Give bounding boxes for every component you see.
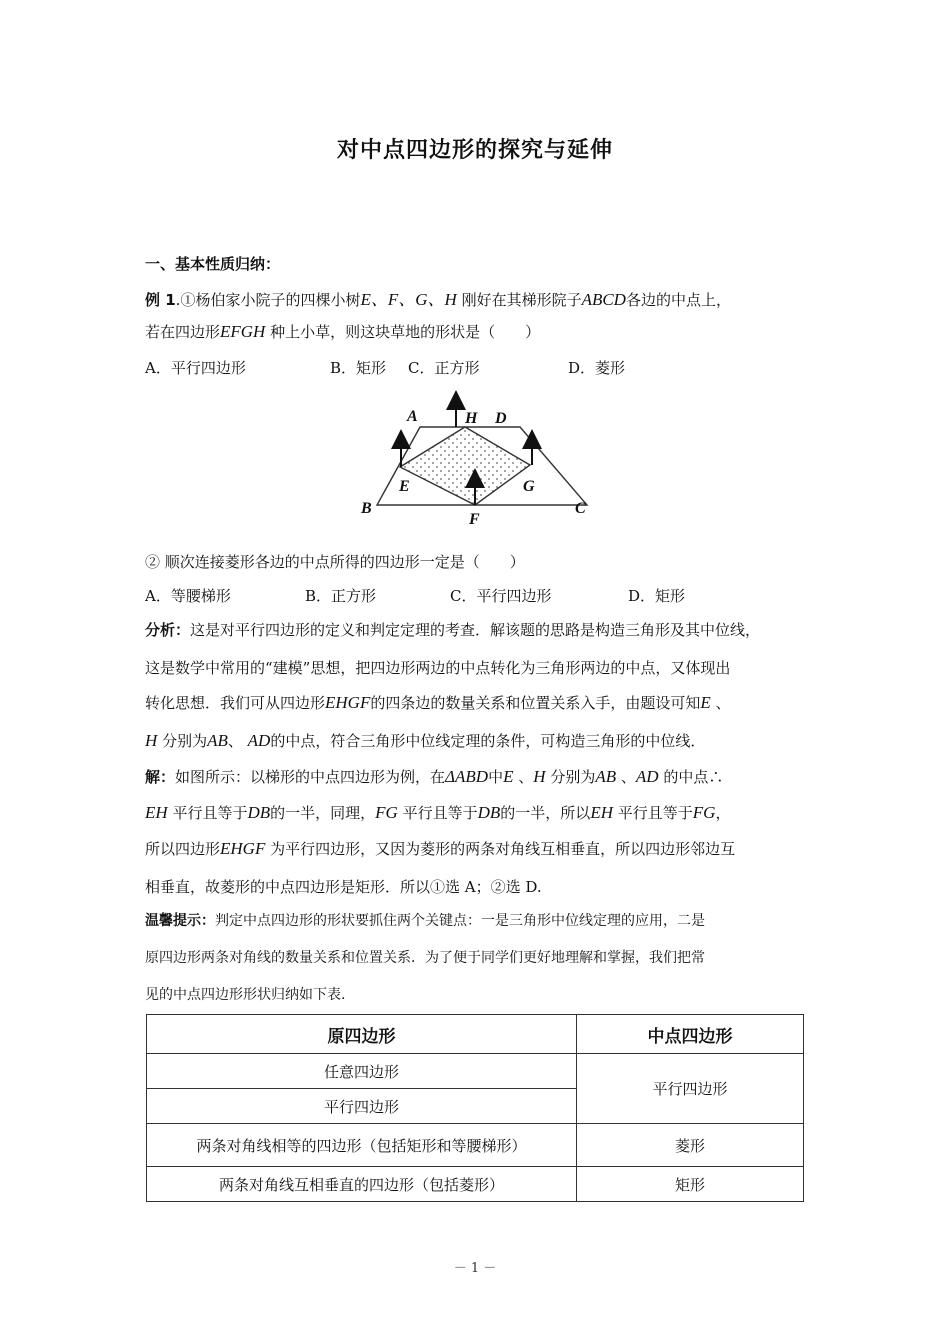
solution-line-1: 解：如图所示：以梯形的中点四边形为例，在ΔABD中E 、H 分别为AB 、AD 的中点∴ [145,767,724,786]
table-cell: 两条对角线互相垂直的四边形（包括菱形） [147,1167,577,1202]
table-header-midpoint: 中点四边形 [577,1015,804,1054]
solution-line-4: 相垂直，故菱形的中点四边形是矩形．所以①选 A；②选 D. [145,878,542,896]
option-a-1: A．平行四边形 [145,359,246,377]
option-b-2: B．正方形 [305,587,377,605]
page-title: 对中点四边形的探究与延伸 [336,138,613,163]
label-d: D [495,410,507,427]
rhombus-efgh [400,427,530,505]
section-heading: 一、基本性质归纳： [145,255,281,273]
option-d-2: D．矩形 [628,587,686,605]
summary-table [146,1014,804,1202]
solution-line-3: 所以四边形EHGF 为平行四边形，又因为菱形的两条对角线互相垂直，所以四边形邻边互 [145,839,736,858]
solution-label: 解： [145,768,176,786]
label-a: A [407,408,418,425]
solution-line-2: EH 平行且等于DB的一半，同理，FG 平行且等于DB的一半，所以EH 平行且等于FG， [145,803,731,822]
label-g: G [523,478,535,495]
label-b: B [361,500,372,517]
analysis-line-4: H 分别为AB、 AD的中点，符合三角形中位线定理的条件，可构造三角形的中位线． [145,731,706,750]
label-h: H [465,410,478,427]
option-c-1: C．正方形 [408,359,480,377]
question-2: ② 顺次连接菱形各边的中点所得的四边形一定是（ ） [145,553,525,571]
option-b-1: B．矩形 [330,359,387,377]
analysis-label: 分析： [145,621,191,639]
table-cell: 平行四边形 [577,1054,804,1124]
table-cell: 任意四边形 [147,1054,577,1089]
tip-line-3: 见的中点四边形形状归纳如下表. [145,987,346,1003]
table-header-original: 原四边形 [147,1015,577,1054]
label-e: E [399,478,410,495]
label-c: C [575,500,586,517]
option-d-1: D．菱形 [568,359,626,377]
option-a-2: A．等腰梯形 [145,587,231,605]
table-cell: 矩形 [577,1167,804,1202]
table-header-row [147,1015,804,1054]
tree-icon [522,429,542,465]
trapezoid-figure [355,385,595,525]
tip-label: 温馨提示： [145,913,215,929]
label-f: F [469,511,480,525]
table-row [147,1124,804,1167]
table-cell: 菱形 [577,1124,804,1167]
table-row [147,1054,804,1089]
analysis-line-2: 这是数学中常用的“建模”思想，把四边形两边的中点转化为三角形两边的中点，又体现出 [145,659,731,677]
analysis-line-3: 转化思想．我们可从四边形EHGF的四条边的数量关系和位置关系入手，由题设可知E 、 [145,693,731,712]
tip-line-1: 温馨提示：判定中点四边形的形状要抓住两个关键点：一是三角形中位线定理的应用，二是 [145,913,705,929]
table-cell: 两条对角线相等的四边形（包括矩形和等腰梯形） [147,1124,577,1167]
analysis-line-1: 分析：这是对平行四边形的定义和判定定理的考查．解该题的思路是构造三角形及其中位线， [145,621,761,639]
option-c-2: C．平行四边形 [450,587,552,605]
page-number: － 1 － [453,1261,497,1276]
table-row [147,1167,804,1202]
tree-icon [446,390,466,427]
table-cell: 平行四边形 [147,1089,577,1124]
tip-line-2: 原四边形两条对角线的数量关系和位置关系．为了便于同学们更好地理解和掌握，我们把常 [145,950,705,966]
example-line-1: 例 1.①杨伯家小院子的四棵小树E、F、G、H 刚好在其梯形院子ABCD各边的中点上， [145,290,731,309]
example-label: 例 1 [145,291,176,309]
example-line-2: 若在四边形EFGH 种上小草，则这块草地的形状是（ ） [145,322,541,341]
